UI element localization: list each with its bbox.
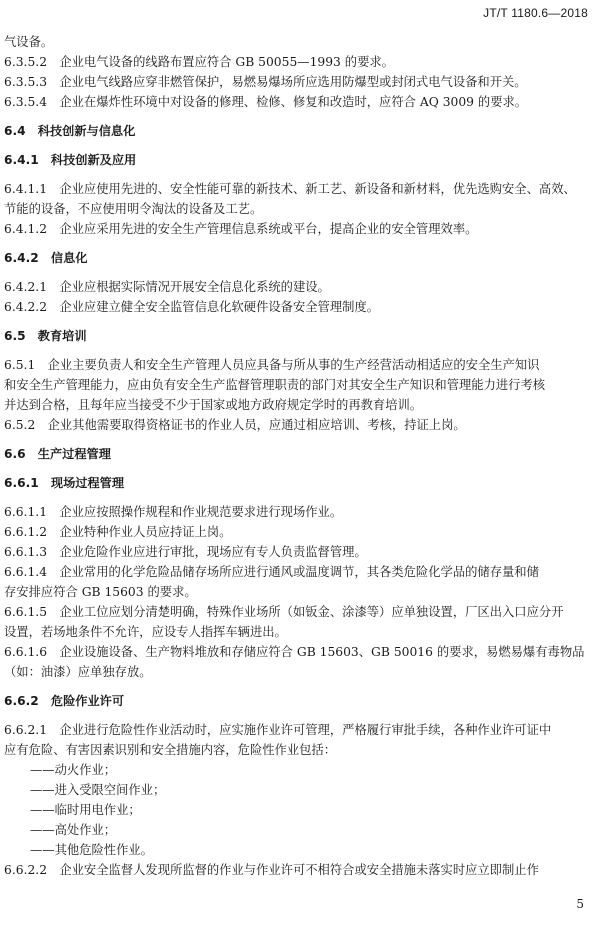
subsection-heading: 6.6.2 危险作业许可 — [4, 694, 125, 708]
clause-6-6-1-2: 6.6.1.2 企业特种作业人员应持证上岗。 — [4, 525, 232, 539]
clause-6-6-1-1: 6.6.1.1 企业应按照操作规程和作业规范要求进行现场作业。 — [4, 505, 343, 519]
clause-6-4-1-2: 6.4.1.2 企业应采用先进的安全生产管理信息系统或平台，提高企业的安全管理效率。 — [4, 222, 478, 236]
page-number: 5 — [576, 897, 584, 911]
section-heading: 6.4 科技创新与信息化 — [4, 124, 136, 138]
clause-6-3-5-4: 6.3.5.4 企业在爆炸性环境中对设备的修理、检修、修复和改造时，应符合 AQ 3009 的要求。 — [4, 95, 528, 109]
document-body — [4, 32, 592, 880]
paragraph-line: 并达到合格，且每年应当接受不少于国家或地方政府规定学时的再教育培训。 — [4, 398, 423, 412]
paragraph-line: 应有危险、有害因素识别和安全措施内容，危险性作业包括： — [4, 743, 337, 757]
clause-6-4-2-1: 6.4.2.1 企业应根据实际情况开展安全信息化系统的建设。 — [4, 280, 330, 294]
list-item: ——高处作业； — [30, 823, 117, 837]
clause-6-6-1-4: 6.6.1.4 企业常用的化学危险品储存场所应进行通风或温度调节，其各类危险化学品的储存量和储 — [4, 565, 539, 579]
subsection-heading: 6.4.2 信息化 — [4, 251, 88, 265]
list-item: ——进入受限空间作业； — [30, 783, 166, 797]
paragraph-line: 节能的设备，不应使用明令淘汰的设备及工艺。 — [4, 202, 263, 216]
subsection-heading: 6.4.1 科技创新及应用 — [4, 153, 137, 167]
list-item: ——其他危险性作业。 — [30, 843, 153, 857]
list-item: ——动火作业； — [30, 763, 117, 777]
section-heading: 6.5 教育培训 — [4, 329, 87, 343]
clause-6-6-1-3: 6.6.1.3 企业危险作业应进行审批，现场应有专人负责监督管理。 — [4, 545, 367, 559]
clause-6-5-2: 6.5.2 企业其他需要取得资格证书的作业人员，应通过相应培训、考核，持证上岗。 — [4, 418, 466, 432]
list-item: ——临时用电作业； — [30, 803, 141, 817]
paragraph-line: 气设备。 — [4, 35, 54, 49]
clause-6-3-5-3: 6.3.5.3 企业电气线路应穿非燃管保护，易燃易爆场所应选用防爆型或封闭式电气设备和开关。 — [4, 75, 527, 89]
subsection-heading: 6.6.1 现场过程管理 — [4, 476, 125, 490]
paragraph-line: 和安全生产管理能力，应由负有安全生产监督管理职责的部门对其安全生产知识和管理能力进行考核 — [4, 378, 546, 392]
section-heading: 6.6 生产过程管理 — [4, 447, 111, 461]
clause-6-6-2-1: 6.6.2.1 企业进行危险性作业活动时，应实施作业许可管理，严格履行审批手续，各种作业许可证中 — [4, 723, 552, 737]
clause-6-3-5-2: 6.3.5.2 企业电气设备的线路布置应符合 GB 50055—1993 的要求。 — [4, 55, 394, 69]
paragraph-line: 存安排应符合 GB 15603 的要求。 — [4, 585, 197, 599]
clause-6-4-1-1: 6.4.1.1 企业应使用先进的、安全性能可靠的新技术、新工艺、新设备和新材料，优先选购安全、高效、 — [4, 182, 576, 196]
paragraph-line: （如：油漆）应单独存放。 — [4, 665, 152, 679]
clause-6-5-1: 6.5.1 企业主要负责人和安全生产管理人员应具备与所从事的生产经营活动相适应的安全生产知识 — [4, 358, 540, 372]
clause-6-6-2-2: 6.6.2.2 企业安全监督人发现所监督的作业与作业许可不相符合或安全措施未落实时应立即制止作 — [4, 863, 539, 877]
clause-6-6-1-5: 6.6.1.5 企业工位应划分清楚明确，特殊作业场所（如钣金、涂漆等）应单独设置，厂区出入口应分开 — [4, 605, 564, 619]
paragraph-line: 设置，若场地条件不允许，应设专人指挥车辆进出。 — [4, 625, 287, 639]
clause-6-4-2-2: 6.4.2.2 企业应建立健全安全监管信息化软硬件设备安全管理制度。 — [4, 300, 380, 314]
clause-6-6-1-6: 6.6.1.6 企业设施设备、生产物料堆放和存储应符合 GB 15603、GB 50016 的要求，易燃易爆有毒物品 — [4, 645, 585, 659]
standard-code: JT/T 1180.6—2018 — [483, 6, 588, 20]
